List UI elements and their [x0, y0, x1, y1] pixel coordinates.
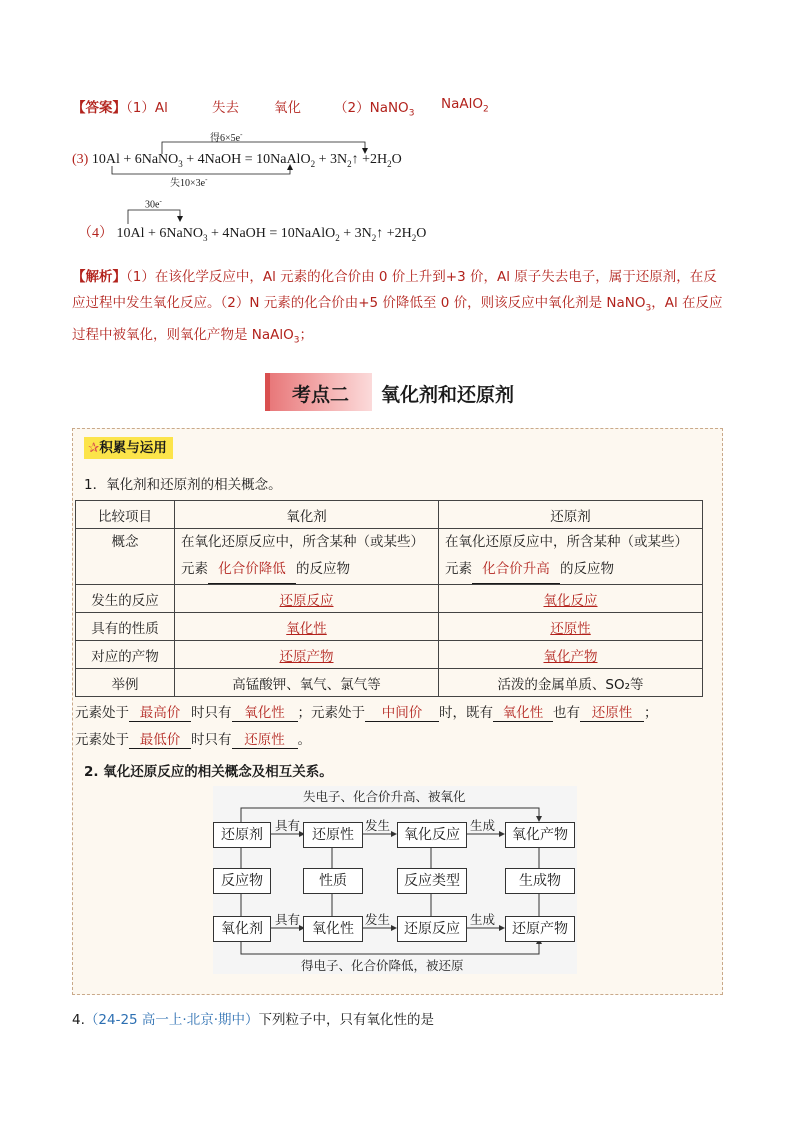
table-cell: 氧化性: [175, 613, 439, 641]
diagram-node: 氧化反应: [397, 822, 467, 848]
diagram-node: 还原产物: [505, 916, 575, 942]
transfer-label-4: 30e-: [145, 197, 162, 211]
table-header: 比较项目: [76, 501, 175, 529]
diagram-verb: 发生: [365, 912, 391, 927]
valence-line-2: 元素处于 最低价 时只有 还原性 。: [75, 728, 311, 749]
diagram-node: 还原反应: [397, 916, 467, 942]
diagram-verb: 发生: [365, 818, 391, 833]
table-cell: 在氧化还原反应中，所含某种（或某些） 元素 化合价升高 的反应物: [439, 529, 703, 585]
diagram-node: 反应类型: [397, 868, 467, 894]
table-header: 氧化剂: [175, 501, 439, 529]
diagram-node: 还原性: [303, 822, 363, 848]
equation-3: (3) 10Al + 6NaNO$_3$ + 4NaOH = 10NaAlO$_2$ + $3N_2↑ +2H_2O$: [72, 152, 402, 169]
answer-part2: （2）NaNO$_3$: [334, 100, 415, 119]
diagram-node: 生成物: [505, 868, 575, 894]
table-header: 还原剂: [439, 501, 703, 529]
diagram-verb: 生成: [470, 818, 496, 833]
comparison-table: [75, 500, 703, 697]
section-number-banner: [265, 373, 372, 411]
diagram-bottom-label: 得电子、化合价降低，被还原: [301, 958, 464, 973]
table-cell: 高锰酸钾、氧气、氯气等: [175, 669, 439, 697]
diagram-verb: 具有: [275, 818, 301, 833]
answer-part1: （1）Al: [126, 100, 168, 116]
table-row-label: 发生的反应: [76, 585, 175, 613]
redox-relationship-diagram: [213, 786, 577, 974]
equation-4: （4） 10Al + 6NaNO$_3$ + 4NaOH = 10NaAlO$_2$ + $3N_2↑ +2H_2O$: [78, 226, 427, 243]
diagram-verb: 具有: [275, 912, 301, 927]
diagram-node: 还原剂: [213, 822, 271, 848]
question-text: 下列粒子中，只有氧化性的是: [258, 1012, 434, 1028]
analysis-paragraph: 【解析】（1）在该化学反应中，Al 元素的化合价由 0 价上升到+3 价，Al 原子失去电子，属于还原剂，在反应过程中发生氧化反应。（2）N 元素的化合价由+5 价降低至 0 价，则该反应中氧化剂是 NaNO$_3$，Al 在反应过程中被氧化，则氧化产物是 NaAlO$_3$；: [72, 269, 723, 346]
table-row-label: 概念: [76, 529, 175, 585]
diagram-node: 氧化性: [303, 916, 363, 942]
table-row-label: 对应的产物: [76, 641, 175, 669]
table-row-label: 举例: [76, 669, 175, 697]
table-cell: 还原反应: [175, 585, 439, 613]
table-row-label: 具有的性质: [76, 613, 175, 641]
answer-line: [72, 96, 168, 116]
diagram-node: 氧化产物: [505, 822, 575, 848]
question-source: （24-25 高一上·北京·期中）: [84, 1012, 259, 1028]
diagram-node: 性质: [303, 868, 363, 894]
answer-lose: 失去: [212, 100, 239, 116]
point-1: 1．氧化剂和还原剂的相关概念。: [84, 477, 282, 493]
diagram-verb: 生成: [470, 912, 496, 927]
table-cell: 在氧化还原反应中，所含某种（或某些） 元素 化合价降低 的反应物: [175, 529, 439, 585]
lose-label-3: 失10×3e-: [170, 175, 208, 189]
answer-naalo2: NaAlO$_2$: [441, 96, 489, 115]
diagram-node: 反应物: [213, 868, 271, 894]
box-tag: ✰积累与运用: [84, 437, 173, 459]
table-cell: 还原性: [439, 613, 703, 641]
table-cell: 氧化产物: [439, 641, 703, 669]
table-cell: 氧化反应: [439, 585, 703, 613]
section-title: 氧化剂和还原剂: [381, 384, 515, 406]
gain-label-3: 得6×5e-: [210, 130, 243, 144]
valence-line-1: 元素处于 最高价 时只有 氧化性 ；元素处于 中间价 时，既有 氧化性 也有 还原性 ；: [75, 701, 658, 722]
diagram-node: 氧化剂: [213, 916, 271, 942]
star-icon: ✰: [88, 440, 100, 456]
answer-label: 【答案】: [72, 100, 126, 116]
section-number: 考点二: [292, 384, 350, 406]
point-2: 2. 氧化还原反应的相关概念及相互关系。: [84, 764, 333, 780]
table-cell: 活泼的金属单质、SO₂等: [439, 669, 703, 697]
answer-oxid: 氧化: [274, 100, 301, 116]
diagram-top-label: 失电子、化合价升高、被氧化: [303, 789, 466, 804]
question-number: 4.: [72, 1012, 85, 1028]
question-4: [72, 1008, 434, 1028]
table-cell: 还原产物: [175, 641, 439, 669]
